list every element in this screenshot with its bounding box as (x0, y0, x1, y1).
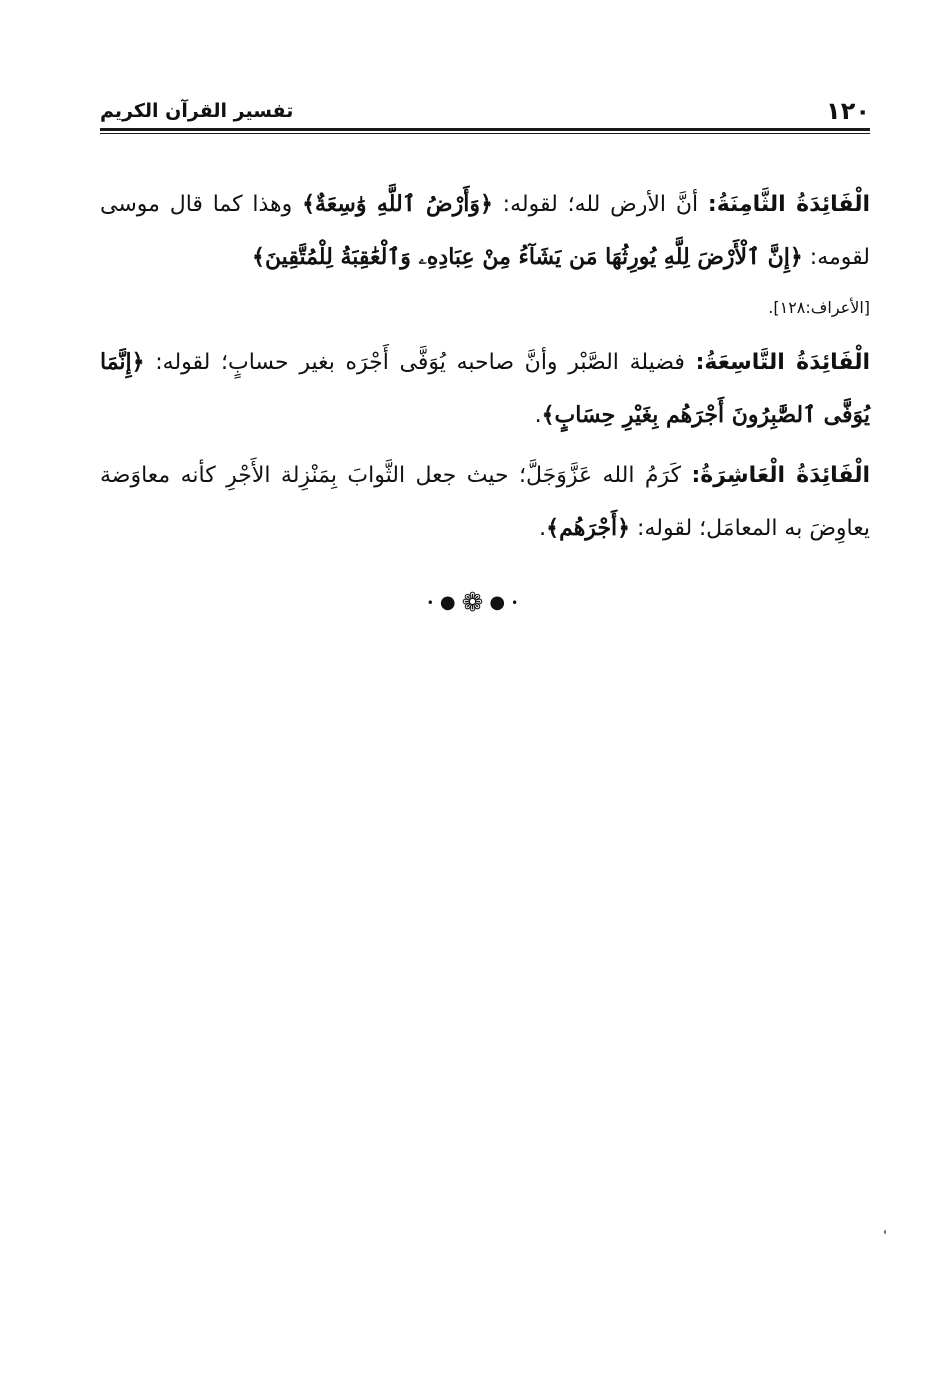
header-rule-thin (100, 133, 870, 134)
running-title: تفسير القرآن الكريم (100, 100, 294, 122)
quran-verse: ﴿وَأَرْضُ ٱللَّهِ وَٰسِعَةٌ﴾ (302, 191, 493, 217)
big-dot-icon: ● (489, 592, 512, 613)
section-end-ornament (0, 588, 951, 618)
benefit-heading: الْفَائِدَةُ التَّاسِعَةُ: (695, 350, 871, 375)
body-text: . (539, 516, 547, 541)
quran-verse: ﴿أَجْرَهُم﴾ (546, 515, 631, 541)
page-body (100, 178, 870, 563)
body-text: فضيلة الصَّبْر وأنَّ صاحبه يُوَفَّى أَجْرَه بغير حسابٍ؛ لقوله: (144, 350, 696, 375)
header-rule (100, 128, 870, 131)
benefit-heading: الْفَائِدَةُ الثَّامِنَةُ: (707, 192, 871, 217)
benefit-ninth (100, 336, 870, 442)
body-text: كَرَمُ الله عَزَّوَجَلَّ؛ حيث جعل الثَّوابَ بِمَنْزِلة الأَجْرِ كأنه معاوَضة يعاوِضَ به المعامَل؛ لقوله: (100, 463, 870, 541)
quran-verse: ﴿إِنَّمَا يُوَفَّى ٱلصَّٰبِرُونَ أَجْرَهُم بِغَيْرِ حِسَابٍ﴾ (100, 349, 870, 428)
page-header (100, 96, 870, 130)
quran-verse: ﴿إِنَّ ٱلْأَرْضَ لِلَّهِ يُورِثُهَا مَن يَشَآءُ مِنْ عِبَادِهِۦ وَٱلْعَٰقِبَةُ لِلْمُتَّقِينَ﴾ (252, 244, 803, 270)
flower-ornament-icon: ❁ (461, 588, 490, 618)
scan-speck (884, 1230, 886, 1234)
small-dot-icon: • (511, 596, 525, 610)
benefit-heading: الْفَائِدَةُ الْعَاشِرَةُ: (691, 463, 870, 488)
benefit-eighth (100, 178, 870, 328)
body-text: . (534, 403, 542, 428)
verse-reference: [الأعراف:١٢٨]. (768, 298, 870, 317)
body-text: أنَّ الأرض لله؛ لقوله: (492, 192, 708, 217)
page-number: ١٢٠ (826, 97, 870, 125)
big-dot-icon: ● (439, 592, 462, 613)
body-text: وهذا كما قال موسى لقومه: (100, 192, 870, 270)
small-dot-icon: • (426, 596, 440, 610)
benefit-tenth (100, 450, 870, 555)
